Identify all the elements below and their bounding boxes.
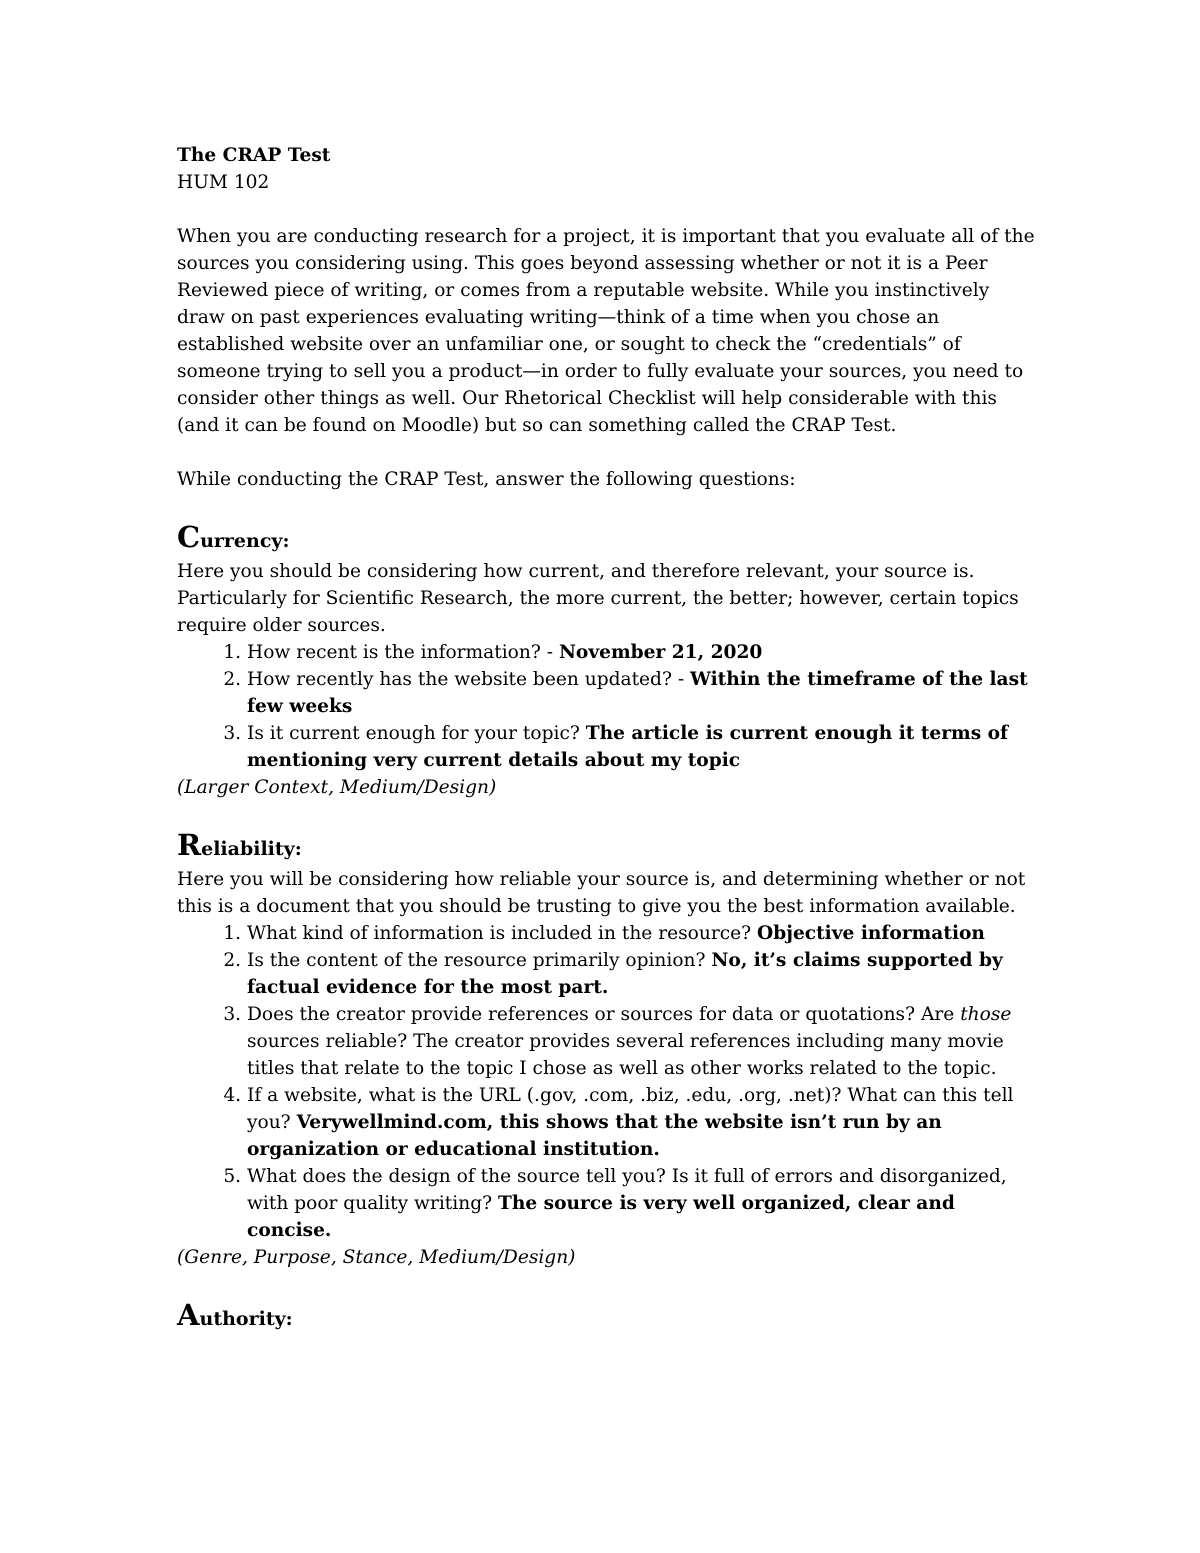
document-page	[177, 142, 1037, 1336]
heading-rest: urrency:	[200, 530, 290, 552]
heading-rest: eliability:	[201, 838, 302, 860]
question-text: Does the creator provide references or sources for data or quotations? Are	[247, 1004, 961, 1025]
list-item	[247, 666, 1037, 720]
reliability-question-list	[177, 920, 1037, 1244]
answer-text: Within the timeframe of the last few weeks	[247, 669, 1028, 717]
list-item	[247, 1163, 1037, 1244]
heading-initial: R	[177, 828, 202, 862]
list-item	[247, 947, 1037, 1001]
question-text: What kind of information is included in the resource?	[247, 923, 758, 944]
answer-text: The article is current enough it terms of mentioning very current details about my topic	[247, 723, 1009, 771]
section-heading-reliability	[177, 828, 1037, 866]
question-text: What does the design of the source tell you? Is it full of errors and disorganized, with poor quality writing?	[247, 1166, 1007, 1214]
answer-text: No, it’s claims supported by factual evidence for the most part.	[247, 950, 1003, 998]
reliability-context: (Genre, Purpose, Stance, Medium/Design)	[177, 1247, 576, 1268]
answer-text: November 21, 2020	[558, 642, 763, 663]
emphasis-text: those	[960, 1004, 1012, 1025]
lead-paragraph: While conducting the CRAP Test, answer the following questions:	[177, 469, 796, 490]
list-item	[247, 639, 1037, 666]
reliability-description: Here you will be considering how reliable your source is, and determining whether or not this is a document that you should be trusting to give you the best information available.	[177, 869, 1026, 917]
intro-paragraph: When you are conducting research for a project, it is important that you evaluate all of the sources you considering using. This goes beyond assessing whether or not it is a Peer Reviewed piece of writing, or comes from a reputable website. While you instinctively draw on past experiences evaluating writing—think of a time when you chose an established website over an unfamiliar one, or sought to check the “credentials” of someone trying to sell you a product—in order to fully evaluate your sources, you need to consider other things as well. Our Rhetorical Checklist will help considerable with this (and it can be found on Moodle) but so can something called the CRAP Test.	[177, 226, 1035, 436]
question-text: sources reliable? The creator provides several references including many movie titles that relate to the topic I chose as well as other works related to the topic.	[247, 1031, 1004, 1079]
heading-initial: C	[177, 520, 201, 554]
course-code: HUM 102	[177, 172, 270, 193]
answer-text: Verywellmind.com, this shows that the website isn’t run by an organization or educational institution.	[247, 1112, 942, 1160]
heading-initial: A	[177, 1298, 200, 1332]
question-text: How recently has the website been updated? -	[247, 669, 691, 690]
question-text: Is it current enough for your topic?	[247, 723, 586, 744]
list-item	[247, 1001, 1037, 1082]
currency-context: (Larger Context, Medium/Design)	[177, 777, 497, 798]
currency-question-list	[177, 639, 1037, 774]
section-heading-authority	[177, 1298, 1037, 1336]
list-item	[247, 720, 1037, 774]
question-text: Is the content of the resource primarily opinion?	[247, 950, 712, 971]
currency-description: Here you should be considering how current, and therefore relevant, your source is. Particularly for Scientific Research, the more current, the better; however, certain topics require older sources.	[177, 561, 1019, 636]
heading-rest: uthority:	[199, 1308, 293, 1330]
section-heading-currency	[177, 520, 1037, 558]
list-item	[247, 1082, 1037, 1163]
list-item	[247, 920, 1037, 947]
answer-text: Objective information	[757, 923, 985, 944]
answer-text: The source is very well organized, clear and concise.	[247, 1193, 955, 1241]
question-text: How recent is the information? -	[247, 642, 559, 663]
question-text: If a website, what is the URL (.gov, .com, .biz, .edu, .org, .net)? What can this tell you?	[247, 1085, 1014, 1133]
document-title: The CRAP Test	[177, 145, 331, 166]
